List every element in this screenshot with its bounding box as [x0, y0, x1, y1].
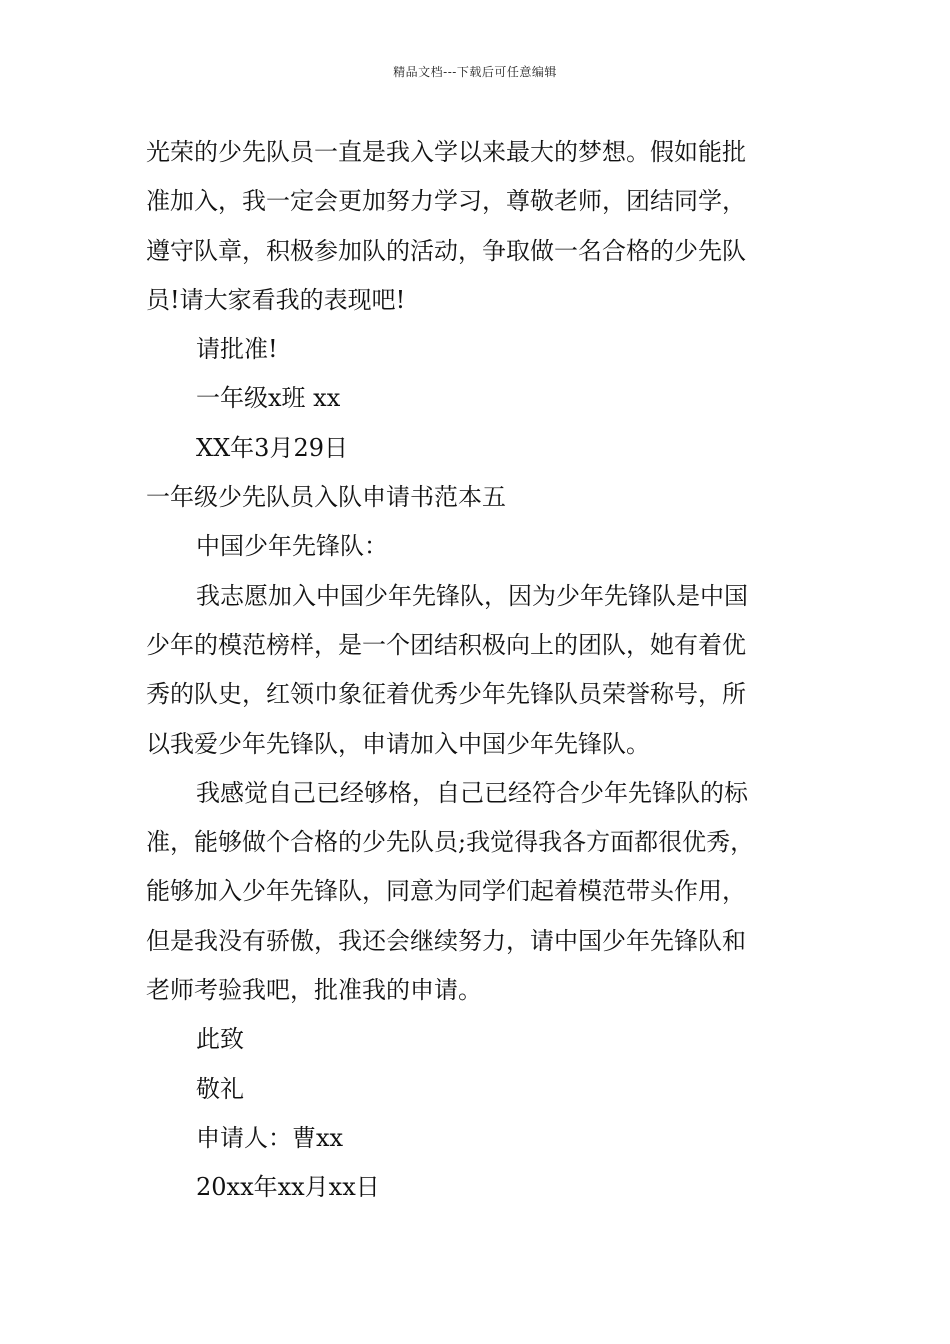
paragraph-line: 员!请大家看我的表现吧! [146, 285, 406, 314]
paragraph-line: 我志愿加入中国少年先锋队，因为少年先锋队是中国 [196, 581, 748, 610]
paragraph-line: 准，能够做个合格的少先队员;我觉得我各方面都很优秀， [146, 828, 755, 857]
paragraph-line: 能够加入少年先锋队，同意为同学们起着模范带头作用， [146, 877, 746, 906]
signature-class: 一年级x班 xx [196, 384, 341, 413]
document-body [146, 128, 808, 1213]
paragraph-line: 以我爱少年先锋队，申请加入中国少年先锋队。 [146, 729, 650, 758]
salutation: 中国少年先锋队： [196, 532, 388, 561]
paragraph-line: 秀的队史，红领巾象征着优秀少年先锋队员荣誉称号，所 [146, 680, 746, 709]
section-title: 一年级少先队员入队申请书范本五 [146, 483, 506, 512]
paragraph-line: 少年的模范榜样，是一个团结积极向上的团队，她有着优 [146, 630, 746, 659]
signature-date: XX年3月29日 [196, 433, 348, 462]
paragraph-line: 我感觉自己已经够格，自己已经符合少年先锋队的标 [196, 778, 748, 807]
page-header: 精品文档---下载后可任意编辑 [393, 65, 557, 79]
paragraph-line: 遵守队章，积极参加队的活动，争取做一名合格的少先队 [146, 236, 746, 265]
applicant-name: 申请人：曹xx [196, 1123, 344, 1152]
paragraph-line: 光荣的少先队员一直是我入学以来最大的梦想。假如能批 [146, 138, 746, 166]
paragraph-line: 老师考验我吧，批准我的申请。 [146, 976, 482, 1005]
approval-request: 请批准! [196, 335, 278, 364]
closing-phrase: 此致 [196, 1025, 244, 1054]
paragraph-line: 准加入，我一定会更加努力学习，尊敬老师，团结同学， [146, 187, 746, 216]
closing-salute: 敬礼 [196, 1074, 244, 1103]
application-date: 20xx年xx月xx日 [196, 1173, 380, 1202]
paragraph-line: 但是我没有骄傲，我还会继续努力，请中国少年先锋队和 [146, 926, 746, 955]
